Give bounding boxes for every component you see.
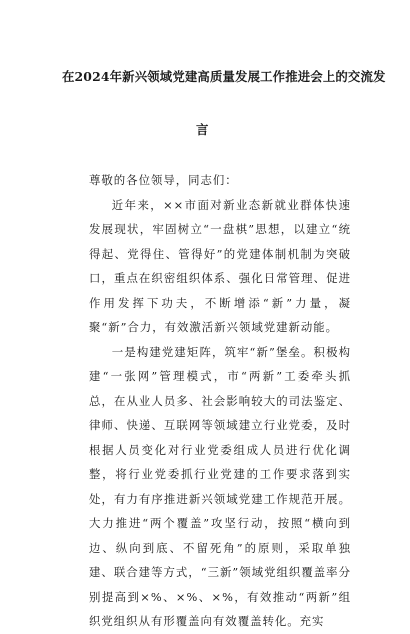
document-title-line-1: 在2024年新兴领域党建高质量发展工作推进会上的交流发 — [62, 69, 386, 84]
salutation: 尊敬的各位领导，同志们： — [89, 173, 238, 187]
document-title-line-2: 言 — [196, 122, 209, 137]
paragraph-party-matrix: 一是构建党建矩阵，筑牢“新”堡垒。积极构建“一张网”管理模式，市“两新”工委牵头抓总，在从业人员多、社会影响较大的司法鉴定、律师、快递、互联网等领域建立行业党委，及时根据人员变化对行业党委组成人员进行优化调整，将行业党委抓行业党建的工作要求落到实处，有力有序推进新兴领域党建工作规范开展。大力推进“两个覆盖”攻坚行动，按照“横向到边、纵向到底、不留死角”的原则，采取单独建、联合建等方式，“三新”领域党组织覆盖率分别提高到×%、×%、×%，有效推动“两新”组织党组织从有形覆盖向有效覆盖转化。充实 — [89, 344, 351, 628]
document-body — [89, 168, 351, 634]
paragraph-intro: 近年来，××市面对新业态新就业群体快速发展现状，牢固树立“一盘棋”思想，以建立“统得起、党得住、管得好”的党建体制机制为突破口，重点在织密组织体系、强化日常管理、促进作用发挥下功夫，不断增添“新”力量，凝聚“新”合力，有效激活新兴领域党建新动能。 — [89, 197, 351, 334]
